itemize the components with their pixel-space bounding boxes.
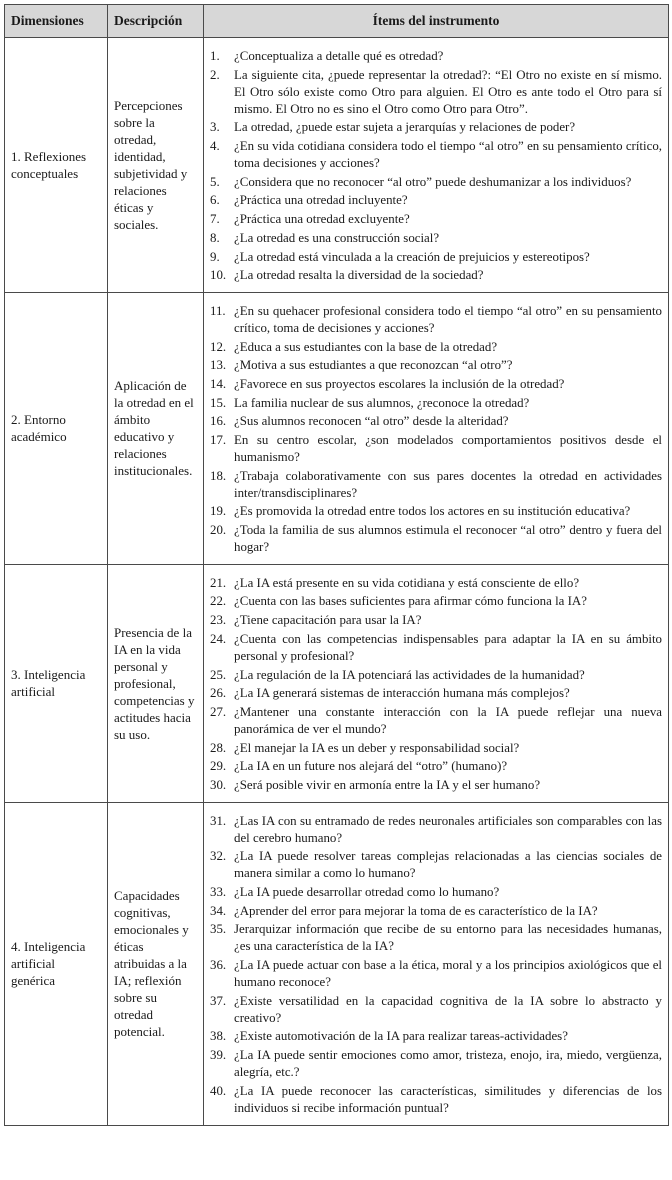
item-text: ¿Práctica una otredad incluyente? xyxy=(234,193,408,208)
list-item xyxy=(210,119,662,136)
description-cell: Capacidades cognitivas, emocionales y éticas atribuidas a la IA; reflexión sobre su otredad potencial. xyxy=(108,802,204,1125)
item-list xyxy=(210,575,662,794)
list-item xyxy=(210,249,662,266)
item-number: 5. xyxy=(210,174,220,189)
item-text: Jerarquizar información que recibe de su entorno para las necesidades humanas, ¿es una característica de la IA? xyxy=(234,922,662,954)
list-item xyxy=(210,432,662,466)
item-number: 36. xyxy=(210,958,227,973)
list-item xyxy=(210,903,662,920)
item-number: 14. xyxy=(210,376,227,391)
list-item xyxy=(210,303,662,337)
list-item xyxy=(210,211,662,228)
list-item xyxy=(210,230,662,247)
item-text: ¿La otredad está vinculada a la creación de prejuicios y estereotipos? xyxy=(234,249,590,264)
list-item xyxy=(210,192,662,209)
item-number: 31. xyxy=(210,813,227,828)
item-text: ¿La IA puede actuar con base a la ética, moral y a los principios axiológicos que el humano reconoce? xyxy=(234,958,662,990)
list-item xyxy=(210,575,662,592)
list-item xyxy=(210,921,662,955)
item-text: ¿Será posible vivir en armonía entre la IA y el ser humano? xyxy=(234,777,541,792)
list-item xyxy=(210,884,662,901)
list-item xyxy=(210,376,662,393)
item-text: ¿La IA puede desarrollar otredad como lo humano? xyxy=(234,885,500,899)
list-item xyxy=(210,1083,662,1117)
item-number: 12. xyxy=(210,339,227,354)
item-number: 15. xyxy=(210,395,227,410)
list-item xyxy=(210,685,662,702)
item-number: 8. xyxy=(210,230,220,245)
list-item xyxy=(210,758,662,775)
table-row xyxy=(5,564,669,802)
header-dimensiones: Dimensiones xyxy=(5,5,108,38)
dimension-cell: 1. Reflexiones conceptuales xyxy=(5,38,108,293)
item-number: 32. xyxy=(210,849,227,864)
list-item xyxy=(210,957,662,991)
description-cell: Percepciones sobre la otredad, identidad, subjetividad y relaciones éticas y sociales. xyxy=(108,38,204,293)
list-item xyxy=(210,174,662,191)
list-item xyxy=(210,740,662,757)
items-cell xyxy=(204,292,669,564)
item-number: 38. xyxy=(210,1029,227,1044)
item-number: 7. xyxy=(210,212,220,227)
item-number: 37. xyxy=(210,993,227,1008)
item-number: 3. xyxy=(210,120,220,135)
item-number: 24. xyxy=(210,631,227,646)
item-number: 23. xyxy=(210,613,227,628)
item-number: 27. xyxy=(210,704,227,719)
item-text: ¿La IA está presente en su vida cotidiana y está consciente de ello? xyxy=(234,575,580,590)
item-text: ¿En su vida cotidiana considera todo el tiempo “al otro” en su pensamiento crítico, toma decisiones y acciones? xyxy=(234,139,662,171)
item-list xyxy=(210,48,662,284)
item-text: ¿La IA generará sistemas de interacción humana más complejos? xyxy=(234,686,570,701)
item-text: ¿Considera que no reconocer “al otro” puede deshumanizar a los individuos? xyxy=(234,174,632,189)
item-list xyxy=(210,813,662,1117)
description-cell: Aplicación de la otredad en el ámbito educativo y relaciones institucionales. xyxy=(108,292,204,564)
header-descripcion: Descripción xyxy=(108,5,204,38)
item-text: ¿En su quehacer profesional considera todo el tiempo “al otro” en su pensamiento crítico, toma de decisiones y acciones? xyxy=(234,303,662,335)
item-number: 10. xyxy=(210,268,227,283)
item-text: ¿La IA en un future nos alejará del “otro” (humano)? xyxy=(234,759,508,774)
list-item xyxy=(210,593,662,610)
item-number: 21. xyxy=(210,575,227,590)
item-text: ¿Educa a sus estudiantes con la base de la otredad? xyxy=(234,339,498,354)
list-item xyxy=(210,522,662,556)
item-text: ¿Toda la familia de sus alumnos estimula el reconocer “al otro” dentro y fuera del hogar? xyxy=(234,523,662,555)
item-number: 33. xyxy=(210,885,227,899)
item-text: ¿Favorece en sus proyectos escolares la inclusión de la otredad? xyxy=(234,376,565,391)
table-row xyxy=(5,292,669,564)
item-number: 20. xyxy=(210,523,227,538)
list-item xyxy=(210,503,662,520)
list-item xyxy=(210,848,662,882)
item-text: ¿Motiva a sus estudiantes a que reconozcan “al otro”? xyxy=(234,358,513,373)
item-number: 30. xyxy=(210,777,227,792)
item-text: ¿La IA puede reconocer las características, similitudes y diferencias de los individuos si recibe información puntual? xyxy=(234,1083,662,1115)
item-number: 35. xyxy=(210,922,227,937)
item-number: 1. xyxy=(210,49,220,63)
list-item xyxy=(210,48,662,65)
item-number: 28. xyxy=(210,740,227,755)
list-item xyxy=(210,413,662,430)
item-text: ¿Cuenta con las bases suficientes para afirmar cómo funciona la IA? xyxy=(234,594,587,609)
list-item xyxy=(210,357,662,374)
item-number: 2. xyxy=(210,67,220,82)
list-item xyxy=(210,138,662,172)
description-cell: Presencia de la IA en la vida personal y profesional, competencias y actitudes hacia su uso. xyxy=(108,564,204,802)
item-text: ¿Aprender del error para mejorar la toma de es característico de la IA? xyxy=(234,903,598,918)
list-item xyxy=(210,267,662,284)
table-row xyxy=(5,802,669,1125)
item-text: ¿La otredad resalta la diversidad de la sociedad? xyxy=(234,268,484,283)
item-number: 34. xyxy=(210,903,227,918)
item-text: La siguiente cita, ¿puede representar la otredad?: “El Otro no existe en sí mismo. El Otro sólo existe como Otro para alguien. El Otro es ante todo el Otro para sí mismo. El Otro no es sino el Otro como Otro para Otro”. xyxy=(234,67,662,116)
item-text: ¿La otredad es una construcción social? xyxy=(234,230,440,245)
item-number: 9. xyxy=(210,249,220,264)
item-number: 17. xyxy=(210,433,227,447)
item-text: ¿La IA puede sentir emociones como amor, tristeza, enojo, ira, miedo, vergüenza, alegría, etc.? xyxy=(234,1048,662,1080)
item-text: La familia nuclear de sus alumnos, ¿reconoce la otredad? xyxy=(234,395,530,410)
dimension-cell: 3. Inteligencia artificial xyxy=(5,564,108,802)
item-number: 19. xyxy=(210,504,227,519)
list-item xyxy=(210,667,662,684)
list-item xyxy=(210,777,662,794)
items-cell xyxy=(204,38,669,293)
item-number: 40. xyxy=(210,1083,227,1098)
item-text: ¿Cuenta con las competencias indispensables para adaptar la IA en su ámbito personal y profesional? xyxy=(234,631,662,663)
item-number: 4. xyxy=(210,139,220,154)
list-item xyxy=(210,612,662,629)
list-item xyxy=(210,395,662,412)
header-items: Ítems del instrumento xyxy=(204,5,669,38)
item-number: 16. xyxy=(210,414,227,429)
list-item xyxy=(210,1047,662,1081)
item-text: ¿Tiene capacitación para usar la IA? xyxy=(234,613,422,628)
list-item xyxy=(210,67,662,118)
item-text: ¿Mantener una constante interacción con la IA puede reflejar una nueva panorámica de ver el mundo? xyxy=(234,704,662,736)
item-number: 18. xyxy=(210,468,227,483)
item-number: 22. xyxy=(210,594,227,609)
item-number: 11. xyxy=(210,303,226,318)
list-item xyxy=(210,631,662,665)
list-item xyxy=(210,704,662,738)
item-number: 25. xyxy=(210,667,227,682)
item-text: ¿Conceptualiza a detalle qué es otredad? xyxy=(234,49,444,63)
item-text: ¿La IA puede resolver tareas complejas relacionadas a las ciencias sociales de manera similar a como lo humano? xyxy=(234,849,662,881)
item-text: ¿Existe versatilidad en la capacidad cognitiva de la IA sobre lo abstracto y creativo? xyxy=(234,993,662,1025)
dimension-cell: 2. Entorno académico xyxy=(5,292,108,564)
item-text: ¿Es promovida la otredad entre todos los actores en su institución educativa? xyxy=(234,504,631,519)
list-item xyxy=(210,339,662,356)
item-number: 29. xyxy=(210,759,227,774)
list-item xyxy=(210,813,662,847)
item-text: ¿Sus alumnos reconocen “al otro” desde la alteridad? xyxy=(234,414,509,429)
list-item xyxy=(210,468,662,502)
dimension-cell: 4. Inteligencia artificial genérica xyxy=(5,802,108,1125)
item-text: ¿El manejar la IA es un deber y responsabilidad social? xyxy=(234,740,520,755)
item-text: ¿Trabaja colaborativamente con sus pares docentes la otredad en actividades inter/transdisciplinares? xyxy=(234,468,662,500)
item-number: 6. xyxy=(210,193,220,208)
item-text: La otredad, ¿puede estar sujeta a jerarquías y relaciones de poder? xyxy=(234,120,576,135)
instrument-table xyxy=(4,4,669,1126)
list-item xyxy=(210,993,662,1027)
header-row xyxy=(5,5,669,38)
table-row xyxy=(5,38,669,293)
item-number: 26. xyxy=(210,686,227,701)
item-list xyxy=(210,303,662,556)
item-text: ¿Práctica una otredad excluyente? xyxy=(234,212,410,227)
item-number: 13. xyxy=(210,358,227,373)
list-item xyxy=(210,1028,662,1045)
item-number: 39. xyxy=(210,1048,227,1063)
item-text: ¿Existe automotivación de la IA para realizar tareas-actividades? xyxy=(234,1029,568,1044)
item-text: ¿Las IA con su entramado de redes neuronales artificiales son comparables con las del cerebro humano? xyxy=(234,813,662,845)
item-text: En su centro escolar, ¿son modelados comportamientos positivos desde el humanismo? xyxy=(234,433,662,464)
items-cell xyxy=(204,802,669,1125)
item-text: ¿La regulación de la IA potenciará las actividades de la humanidad? xyxy=(234,667,585,682)
items-cell xyxy=(204,564,669,802)
